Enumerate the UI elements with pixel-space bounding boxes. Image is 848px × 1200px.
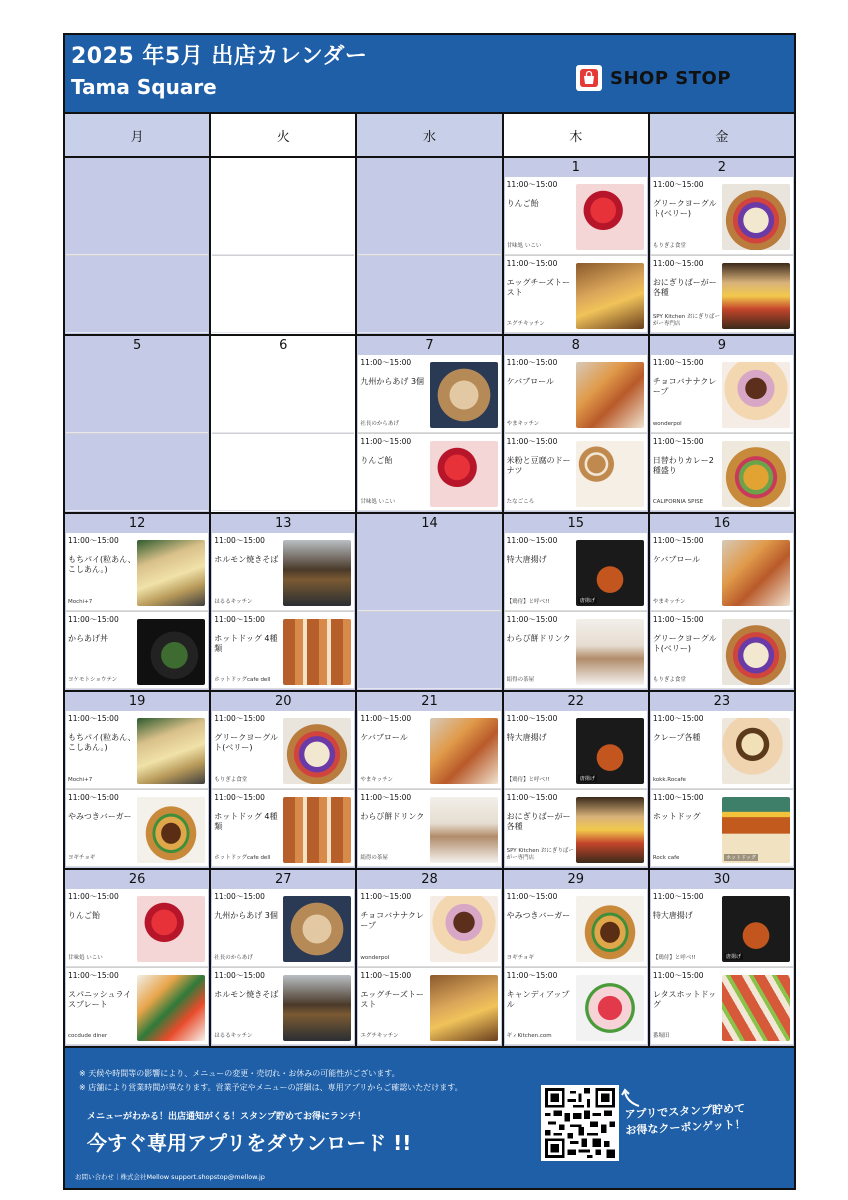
- slot-shop-name: cocdude diner: [68, 1033, 108, 1039]
- food-photo: [137, 540, 205, 606]
- vendor-slot[interactable]: [358, 889, 500, 967]
- calendar-week-row: [65, 336, 794, 514]
- day-number: 27: [275, 872, 292, 887]
- slot-menu-name: ホルモン焼きそば: [214, 555, 279, 564]
- slot-menu-name: 特大唐揚げ: [652, 911, 693, 920]
- slot-menu-name: キャンディアップル: [506, 990, 570, 1009]
- slot-shop-name: 社長のからあげ: [360, 421, 399, 427]
- vendor-slot: [212, 255, 354, 333]
- slot-menu-name: クレープ各種: [652, 733, 701, 742]
- slot-time: 11:00～15:00: [214, 793, 265, 802]
- app-tagline: メニューがわかる！出店通知がくる！スタンプ貯めてお得にランチ！: [87, 1112, 367, 1122]
- day-number: 29: [567, 872, 584, 887]
- slot-menu-name: ホットドッグ: [652, 812, 701, 821]
- slot-time: 11:00～15:00: [360, 971, 412, 980]
- vendor-slot: [66, 177, 208, 255]
- vendor-slot[interactable]: [66, 711, 208, 789]
- slot-menu-name: グリークヨーグルト(ベリー): [652, 634, 717, 653]
- vendor-slot: [212, 433, 354, 511]
- day-number: 21: [421, 694, 438, 709]
- food-photo-label: 唐揚げ: [726, 954, 742, 960]
- day-number: 14: [421, 516, 438, 531]
- vendor-slot[interactable]: [651, 533, 793, 611]
- slot-time: 11:00～15:00: [652, 437, 704, 446]
- header-banner: [65, 35, 794, 114]
- food-photo: [722, 975, 790, 1041]
- food-photo-label: 唐揚げ: [579, 598, 595, 604]
- food-photo: [283, 718, 351, 784]
- food-photo: [283, 540, 351, 606]
- vendor-slot: [66, 433, 208, 511]
- slot-menu-name: グリークヨーグルト(ベリー): [214, 733, 278, 752]
- vendor-slot[interactable]: [66, 611, 208, 689]
- calendar-day-cell[interactable]: [211, 336, 357, 512]
- slot-menu-name: 特大唐揚げ: [506, 555, 547, 564]
- slot-time: 11:00～15:00: [214, 536, 265, 545]
- slot-menu-name: エッグチーズトースト: [506, 278, 571, 297]
- day-number: 23: [713, 694, 731, 709]
- slot-shop-name: 【鶏侍】と呼べ!!: [506, 777, 550, 783]
- vendor-slot[interactable]: [505, 789, 647, 867]
- day-number: [65, 158, 209, 177]
- slot-shop-name: 社長のからあげ: [214, 955, 253, 961]
- slot-time: 11:00～15:00: [360, 358, 412, 367]
- vendor-slot[interactable]: [212, 711, 354, 789]
- slot-menu-name: レタスホットドッグ: [652, 990, 717, 1009]
- food-photo: [722, 797, 790, 863]
- weekday-header: 火: [211, 114, 357, 156]
- food-photo: [576, 718, 644, 784]
- slot-time: 11:00～15:00: [506, 615, 558, 624]
- weekday-header: 月: [65, 114, 211, 156]
- food-photo: [722, 441, 790, 507]
- day-number: 22: [567, 694, 584, 709]
- food-photo: [137, 718, 205, 784]
- day-number: 1: [571, 160, 580, 175]
- arrow-icon: [621, 1088, 641, 1108]
- slot-shop-name: 絹得の茶屋: [506, 677, 535, 683]
- vendor-slot[interactable]: [651, 255, 793, 333]
- slot-shop-name: はるるキッチン: [214, 1033, 253, 1039]
- calendar-week-row: [65, 870, 794, 1048]
- vendor-slot[interactable]: [651, 177, 793, 255]
- day-number: 2: [717, 160, 727, 175]
- food-photo-label: 唐揚げ: [579, 776, 595, 782]
- slot-menu-name: エッグチーズトースト: [360, 990, 424, 1009]
- calendar-week-row: [65, 692, 794, 870]
- slot-shop-name: ホットドッグcafe dell: [214, 677, 271, 683]
- slot-shop-name: Mochi+7: [68, 777, 93, 783]
- vendor-slot[interactable]: [66, 533, 208, 611]
- day-number: 20: [275, 694, 292, 709]
- contact-info: お問い合わせ｜株式会社Mellow support.shopstop@mellow.jp: [75, 1173, 265, 1181]
- food-photo: [283, 896, 351, 962]
- slot-shop-name: SPY Kitchen おにぎりばーがー専門店: [506, 848, 574, 861]
- location-subtitle: Tama Square: [71, 75, 217, 99]
- food-photo: [576, 975, 644, 1041]
- calendar-day-cell[interactable]: [65, 692, 211, 868]
- vendor-slot[interactable]: [505, 533, 647, 611]
- slot-time: 11:00～15:00: [506, 892, 558, 901]
- slot-shop-name: やまキッチン: [360, 777, 394, 783]
- food-photo: [430, 718, 498, 784]
- slot-menu-name: ホットドッグ 4種類: [214, 634, 278, 653]
- slot-menu-name: りんご飴: [506, 199, 539, 208]
- calendar-week-row: [65, 514, 794, 692]
- food-photo: [576, 619, 644, 685]
- slot-shop-name: エグチキッチン: [360, 1033, 399, 1039]
- food-photo: [137, 975, 205, 1041]
- vendor-slot[interactable]: [358, 433, 500, 511]
- slot-shop-name: やまキッチン: [652, 599, 686, 605]
- slot-time: 11:00～15:00: [506, 793, 558, 802]
- calendar-day-cell[interactable]: [357, 514, 503, 690]
- food-photo: [137, 619, 205, 685]
- slot-time: 11:00～15:00: [652, 615, 704, 624]
- food-photo: [576, 896, 644, 962]
- footer-banner: [65, 1048, 794, 1188]
- calendar-day-cell[interactable]: [650, 514, 794, 690]
- vendor-slot[interactable]: [651, 355, 793, 433]
- food-photo: [283, 975, 351, 1041]
- slot-shop-name: もりぎよ食堂: [652, 677, 686, 683]
- food-photo: [576, 797, 644, 863]
- vendor-slot[interactable]: [651, 789, 793, 867]
- slot-shop-name: wonderpol: [652, 421, 682, 427]
- vendor-slot[interactable]: [651, 889, 793, 967]
- food-photo: [576, 441, 644, 507]
- slot-shop-name: ホットドッグcafe dell: [214, 855, 271, 861]
- food-photo: [722, 718, 790, 784]
- day-number: 28: [421, 872, 438, 887]
- vendor-slot[interactable]: [651, 967, 793, 1045]
- vendor-slot[interactable]: [505, 611, 647, 689]
- slot-shop-name: ギィKitchen.com: [506, 1033, 552, 1039]
- slot-time: 11:00～15:00: [68, 892, 119, 901]
- slot-shop-name: 番堀田: [652, 1033, 670, 1039]
- slot-menu-name: 九州からあげ 3個: [214, 911, 278, 920]
- slot-menu-name: ケバブロール: [360, 733, 408, 742]
- slot-shop-name: Rock cafe: [652, 855, 680, 861]
- food-photo: [430, 441, 498, 507]
- slot-menu-name: 九州からあげ 3個: [360, 377, 425, 386]
- slot-shop-name: もりぎよ食堂: [214, 777, 248, 783]
- calendar-day-cell[interactable]: [650, 870, 794, 1046]
- slot-time: 11:00～15:00: [360, 437, 412, 446]
- slot-menu-name: わらび餅ドリンク: [506, 634, 571, 643]
- slot-time: 11:00～15:00: [68, 971, 119, 980]
- vendor-slot: [66, 355, 208, 433]
- slot-menu-name: 米粉と豆腐のドーナツ: [506, 456, 571, 475]
- vendor-slot[interactable]: [505, 255, 647, 333]
- slot-menu-name: ホットドッグ 4種類: [214, 812, 278, 831]
- slot-menu-name: チョコバナナクレープ: [360, 911, 424, 930]
- slot-time: 11:00～15:00: [506, 536, 558, 545]
- food-photo: [576, 362, 644, 428]
- food-photo: [430, 896, 498, 962]
- slot-shop-name: 絹得の茶屋: [360, 855, 388, 861]
- calendar-day-cell[interactable]: [504, 514, 650, 690]
- slot-time: 11:00～15:00: [68, 714, 119, 723]
- slot-time: 11:00～15:00: [360, 714, 412, 723]
- vendor-slot: [212, 177, 354, 255]
- logo-text: SHOP STOP: [610, 67, 732, 89]
- slot-time: 11:00～15:00: [360, 892, 412, 901]
- food-photo: [137, 896, 205, 962]
- slot-shop-name: たなごころ: [506, 499, 535, 505]
- food-photo: [430, 797, 498, 863]
- app-qr-code[interactable]: [541, 1085, 619, 1161]
- download-cta[interactable]: 今すぐ専用アプリをダウンロード !!: [87, 1131, 412, 1155]
- qr-caption-line1: アプリでスタンプ貯めて: [624, 1101, 746, 1122]
- vendor-slot[interactable]: [66, 889, 208, 967]
- vendor-slot[interactable]: [66, 967, 208, 1045]
- slot-time: 11:00～15:00: [652, 793, 704, 802]
- slot-time: 11:00～15:00: [506, 259, 558, 268]
- slot-shop-name: Mochi+7: [68, 599, 93, 605]
- vendor-slot[interactable]: [651, 711, 793, 789]
- slot-time: 11:00～15:00: [68, 793, 119, 802]
- calendar-day-cell[interactable]: [357, 870, 503, 1046]
- food-photo: [722, 540, 790, 606]
- vendor-slot[interactable]: [212, 789, 354, 867]
- slot-shop-name: CALIFORNIA SPISE: [652, 499, 704, 505]
- day-number: 6: [279, 338, 288, 353]
- weekday-header: 金: [650, 114, 794, 156]
- vendor-slot[interactable]: [212, 967, 354, 1045]
- food-photo: [722, 896, 790, 962]
- vendor-slot: [358, 177, 500, 255]
- calendar-day-cell[interactable]: [357, 158, 503, 334]
- day-number: 9: [717, 338, 727, 353]
- qr-caption: [624, 1101, 746, 1139]
- calendar-day-cell[interactable]: [65, 870, 211, 1046]
- slot-menu-name: グリークヨーグルト(ベリー): [652, 199, 717, 218]
- day-number: [211, 158, 355, 177]
- slot-menu-name: りんご飴: [360, 456, 393, 465]
- slot-menu-name: チョコバナナクレープ: [652, 377, 717, 396]
- calendar-day-cell[interactable]: [504, 692, 650, 868]
- day-number: 15: [567, 516, 584, 531]
- weekday-header-row: [65, 114, 794, 158]
- slot-time: 11:00～15:00: [506, 437, 558, 446]
- slot-menu-name: りんご飴: [68, 911, 100, 920]
- slot-time: 11:00～15:00: [652, 358, 704, 367]
- vendor-slot[interactable]: [505, 433, 647, 511]
- slot-time: 11:00～15:00: [506, 358, 558, 367]
- qr-caption-line2: お得なクーポンゲット！: [625, 1117, 746, 1138]
- slot-time: 11:00～15:00: [214, 714, 265, 723]
- vendor-slot[interactable]: [651, 433, 793, 511]
- calendar-day-cell[interactable]: [211, 158, 357, 334]
- food-photo: [722, 619, 790, 685]
- calendar-week-row: [65, 158, 794, 336]
- vendor-slot[interactable]: [505, 889, 647, 967]
- calendar-day-cell[interactable]: [65, 514, 211, 690]
- vendor-slot[interactable]: [358, 355, 500, 433]
- food-photo-label: ホットドッグ: [726, 855, 756, 861]
- food-photo: [722, 362, 790, 428]
- slot-time: 11:00～15:00: [652, 536, 704, 545]
- food-photo: [576, 263, 644, 329]
- day-number: 8: [571, 338, 580, 353]
- slot-time: 11:00～15:00: [652, 180, 704, 189]
- slot-shop-name: 甘味処 いこい: [360, 499, 396, 505]
- slot-shop-name: SPY Kitchen おにぎりばーがー専門店: [652, 314, 721, 327]
- slot-shop-name: エグチキッチン: [506, 321, 545, 327]
- slot-menu-name: わらび餅ドリンク: [360, 812, 425, 821]
- food-photo: [283, 619, 351, 685]
- shop-stop-logo: [576, 63, 761, 93]
- vendor-slot[interactable]: [358, 967, 500, 1045]
- calendar-day-cell[interactable]: [211, 514, 357, 690]
- vendor-slot[interactable]: [212, 533, 354, 611]
- slot-time: 11:00～15:00: [652, 259, 704, 268]
- vendor-slot[interactable]: [505, 355, 647, 433]
- slot-menu-name: もちパイ(粒あん、こしあん。): [68, 555, 136, 574]
- slot-shop-name: ヨケモトショウテン: [68, 677, 118, 683]
- food-photo: [576, 540, 644, 606]
- slot-shop-name: 【鶏侍】と呼べ!!: [652, 955, 696, 961]
- slot-menu-name: 日替わりカレー2種盛り: [652, 456, 714, 475]
- slot-menu-name: ケバブロール: [652, 555, 701, 564]
- slot-shop-name: はるるキッチン: [214, 599, 253, 605]
- food-photo: [137, 797, 205, 863]
- vendor-slot[interactable]: [66, 789, 208, 867]
- day-number: 7: [425, 338, 434, 353]
- vendor-slot: [358, 533, 500, 611]
- vendor-slot[interactable]: [505, 967, 647, 1045]
- calendar-day-cell[interactable]: [650, 336, 794, 512]
- slot-shop-name: 甘味処 いこい: [68, 955, 103, 961]
- slot-menu-name: おにぎりばーがー 各種: [506, 812, 571, 831]
- calendar-day-cell[interactable]: [211, 692, 357, 868]
- notice-hours: ※ 店舗により営業時間が異なります。営業予定やメニューの詳細は、専用アプリからご確認いただけます。: [79, 1083, 463, 1092]
- food-photo: [722, 184, 790, 250]
- weekday-header: 木: [504, 114, 650, 156]
- slot-time: 11:00～15:00: [214, 892, 265, 901]
- vendor-slot[interactable]: [212, 889, 354, 967]
- slot-shop-name: kokk.Rocafe: [652, 777, 686, 783]
- slot-menu-name: やみつきバーガー: [68, 812, 132, 821]
- slot-time: 11:00～15:00: [506, 714, 558, 723]
- vendor-slot[interactable]: [505, 177, 647, 255]
- day-number: 26: [128, 872, 146, 887]
- slot-menu-name: もちパイ(粒あん、こしあん。): [68, 733, 136, 752]
- calendar-day-cell[interactable]: [504, 870, 650, 1046]
- slot-menu-name: 特大唐揚げ: [506, 733, 547, 742]
- slot-time: 11:00～15:00: [652, 971, 704, 980]
- calendar-day-cell[interactable]: [65, 336, 211, 512]
- slot-shop-name: もりぎよ食堂: [652, 243, 686, 249]
- vendor-slot: [358, 255, 500, 333]
- slot-time: 11:00～15:00: [68, 615, 119, 624]
- slot-time: 11:00～15:00: [360, 793, 412, 802]
- day-number: 19: [128, 694, 146, 709]
- food-photo: [722, 263, 790, 329]
- slot-shop-name: 甘味処 いこい: [506, 243, 542, 249]
- slot-shop-name: ヨギチョギ: [68, 855, 96, 861]
- food-photo: [430, 362, 498, 428]
- slot-menu-name: スパニッシュライスプレート: [68, 990, 132, 1009]
- vendor-slot[interactable]: [358, 789, 500, 867]
- calendar-day-cell[interactable]: [650, 692, 794, 868]
- vendor-slot: [66, 255, 208, 333]
- notice-weather: ※ 天候や時間等の影響により、メニューの変更・売切れ・お休みの可能性がございます。: [79, 1069, 400, 1078]
- slot-time: 11:00～15:00: [652, 892, 704, 901]
- vendor-slot[interactable]: [651, 611, 793, 689]
- day-number: 13: [275, 516, 292, 531]
- vendor-slot: [212, 355, 354, 433]
- slot-time: 11:00～15:00: [652, 714, 704, 723]
- calendar-frame: [63, 33, 796, 1190]
- calendar-day-cell[interactable]: [65, 158, 211, 334]
- slot-menu-name: ケバブロール: [506, 377, 554, 386]
- slot-time: 11:00～15:00: [506, 971, 558, 980]
- vendor-slot[interactable]: [505, 711, 647, 789]
- slot-menu-name: からあげ丼: [68, 634, 108, 643]
- slot-menu-name: ホルモン焼きそば: [214, 990, 279, 999]
- calendar-day-cell[interactable]: [211, 870, 357, 1046]
- slot-shop-name: 【鶏侍】と呼べ!!: [506, 599, 550, 605]
- calendar-day-cell[interactable]: [504, 158, 650, 334]
- food-photo: [430, 975, 498, 1041]
- slot-shop-name: やまキッチン: [506, 421, 540, 427]
- slot-menu-name: やみつきバーガー: [506, 911, 571, 920]
- calendar-day-cell[interactable]: [504, 336, 650, 512]
- slot-shop-name: wonderpol: [360, 955, 390, 961]
- calendar-day-cell[interactable]: [650, 158, 794, 334]
- slot-time: 11:00～15:00: [506, 180, 558, 189]
- day-number: 30: [713, 872, 731, 887]
- slot-menu-name: おにぎりばーがー 各種: [652, 278, 717, 297]
- calendar-day-cell[interactable]: [357, 336, 503, 512]
- food-photo: [283, 797, 351, 863]
- slot-time: 11:00～15:00: [68, 536, 119, 545]
- vendor-slot[interactable]: [212, 611, 354, 689]
- slot-time: 11:00～15:00: [214, 971, 265, 980]
- vendor-slot: [358, 611, 500, 689]
- weekday-header: 水: [357, 114, 503, 156]
- slot-shop-name: ヨギチョギ: [506, 955, 534, 961]
- day-number: 16: [713, 516, 731, 531]
- food-photo: [576, 184, 644, 250]
- calendar-grid: [65, 158, 794, 1048]
- day-number: 5: [132, 338, 142, 353]
- page-title: 2025 年5月 出店カレンダー: [71, 44, 368, 69]
- day-number: [357, 158, 501, 177]
- shopping-bag-icon: [576, 65, 602, 91]
- calendar-day-cell[interactable]: [357, 692, 503, 868]
- slot-time: 11:00～15:00: [214, 615, 265, 624]
- day-number: 12: [128, 516, 146, 531]
- vendor-slot[interactable]: [358, 711, 500, 789]
